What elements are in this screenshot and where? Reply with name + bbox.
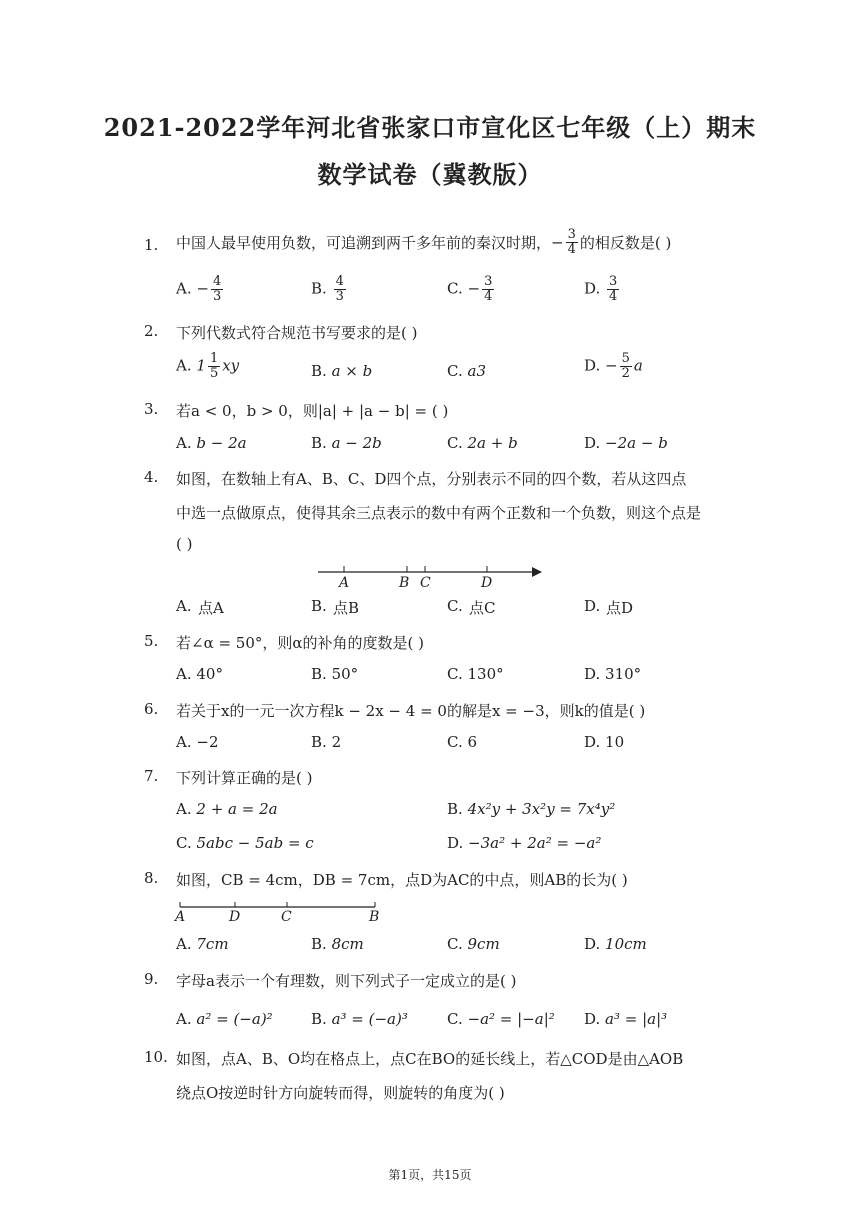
point-label-d: D: [481, 575, 493, 591]
question-text: 下列代数式符合规范书写要求的是( ): [176, 324, 418, 342]
option-a: A.: [176, 597, 192, 615]
question-text-line1: 如图，点A、B、O均在格点上，点C在BO的延长线上，若△COD是由△AOB: [176, 1050, 684, 1068]
question-text-line3: ( ): [176, 535, 193, 553]
question-number: 3.: [144, 400, 159, 418]
option-b: B.: [311, 597, 327, 615]
option-c-value: 点C: [469, 599, 496, 617]
option-d: D. $\frac{3}{4}$: [584, 274, 618, 304]
frac-sign: −: [551, 233, 564, 252]
question-text-part: 的相反数是( ): [579, 234, 672, 252]
option-d: D. 310°: [584, 665, 642, 683]
option-c: C. a3: [447, 362, 486, 380]
page-title-line2: 数学试卷（冀教版）: [317, 160, 543, 189]
option-a-value: 点A: [198, 599, 224, 617]
option-d-value: 点D: [606, 599, 634, 617]
option-c: C. 9cm: [447, 935, 500, 953]
question-text-line2: 中选一点做原点，使得其余三点表示的数中有两个正数和一个负数，则这个点是: [176, 504, 702, 522]
question-number: 9.: [144, 970, 159, 988]
point-label-d: D: [229, 909, 241, 924]
option-b-value: 点B: [333, 599, 360, 617]
option-c: C. −a² = |−a|²: [447, 1010, 555, 1028]
option-a: A. − $\frac{4}{3}$: [176, 274, 222, 304]
question-number: 2.: [144, 322, 159, 340]
option-a: A. a² = (−a)²: [176, 1010, 273, 1028]
point-label-c: C: [281, 909, 292, 924]
point-label-c: C: [420, 575, 431, 591]
option-d: D. 10: [584, 733, 625, 751]
question-text: 如图，CB = 4cm，DB = 7cm，点D为AC的中点，则AB的长为( ): [176, 871, 628, 889]
question-number: 1.: [144, 236, 159, 254]
option-b: B. 50°: [311, 665, 359, 683]
option-c: C. 5abc − 5ab = c: [176, 834, 314, 852]
option-c: C. 2a + b: [447, 434, 518, 452]
point-label-a: A: [339, 575, 350, 591]
option-d: D. 10cm: [584, 935, 647, 953]
option-d: D.: [584, 597, 601, 615]
option-b: B. a³ = (−a)³: [311, 1010, 408, 1028]
question-text-part: 中国人最早使用负数，可追溯到两千多年前的秦汉时期，: [176, 234, 552, 252]
question-text: 字母a表示一个有理数，则下列式子一定成立的是( ): [176, 972, 517, 990]
question-text: 若关于x的一元一次方程k − 2x − 4 = 0的解是x = −3，则k的值是( ): [176, 702, 646, 720]
option-d: D. a³ = |a|³: [584, 1010, 668, 1028]
question-text: 若∠α = 50°，则α的补角的度数是( ): [176, 634, 424, 652]
question-text: 若a < 0，b > 0，则|a| + |a − b| = ( ): [176, 402, 449, 420]
question-number: 4.: [144, 468, 159, 486]
fraction: $\frac{3}{4}$: [567, 227, 576, 257]
segment-figure: [170, 898, 390, 924]
option-a: A. b − 2a: [176, 434, 247, 452]
arrow-head-icon: [532, 567, 542, 577]
option-c: C. − $\frac{3}{4}$: [447, 274, 493, 304]
option-b: B. 4x²y + 3x²y = 7x⁴y²: [447, 800, 616, 818]
question-number: 5.: [144, 632, 159, 650]
question-number: 7.: [144, 767, 159, 785]
option-a: A. 2 + a = 2a: [176, 800, 278, 818]
option-c: C. 130°: [447, 665, 504, 683]
option-c: C. 6: [447, 733, 478, 751]
question-text: 下列计算正确的是( ): [176, 769, 313, 787]
option-b: B. $\frac{4}{3}$: [311, 274, 344, 304]
option-a: A. 1 $\frac{1}{5}$ xy: [176, 351, 240, 381]
question-text-line1: 如图，在数轴上有A、B、C、D四个点，分别表示不同的四个数，若从这四点: [176, 470, 687, 488]
option-b: B. 8cm: [311, 935, 364, 953]
page-title-line1: 2021-2022学年河北省张家口市宣化区七年级（上）期末: [103, 113, 757, 142]
page-footer: 第1页，共15页: [388, 1168, 472, 1182]
number-line-figure: [310, 558, 550, 592]
option-d: D. − $\frac{5}{2}$ a: [584, 351, 643, 381]
option-b: B. a − 2b: [311, 434, 382, 452]
option-b: B. 2: [311, 733, 342, 751]
option-a: A. 7cm: [176, 935, 229, 953]
option-c: C.: [447, 597, 463, 615]
question-number: 10.: [144, 1048, 168, 1066]
option-a: A. −2: [176, 733, 219, 751]
option-d: D. −3a² + 2a² = −a²: [447, 834, 602, 852]
question-number: 8.: [144, 869, 159, 887]
option-d: D. −2a − b: [584, 434, 668, 452]
point-label-b: B: [399, 575, 410, 591]
question-number: 6.: [144, 700, 159, 718]
question-text: [176, 228, 671, 257]
option-b: B. a × b: [311, 362, 373, 380]
point-label-a: A: [175, 909, 186, 924]
option-a: A. 40°: [176, 665, 223, 683]
point-label-b: B: [369, 909, 380, 924]
question-text-line2: 绕点O按逆时针方向旋转而得，则旋转的角度为( ): [176, 1084, 505, 1102]
